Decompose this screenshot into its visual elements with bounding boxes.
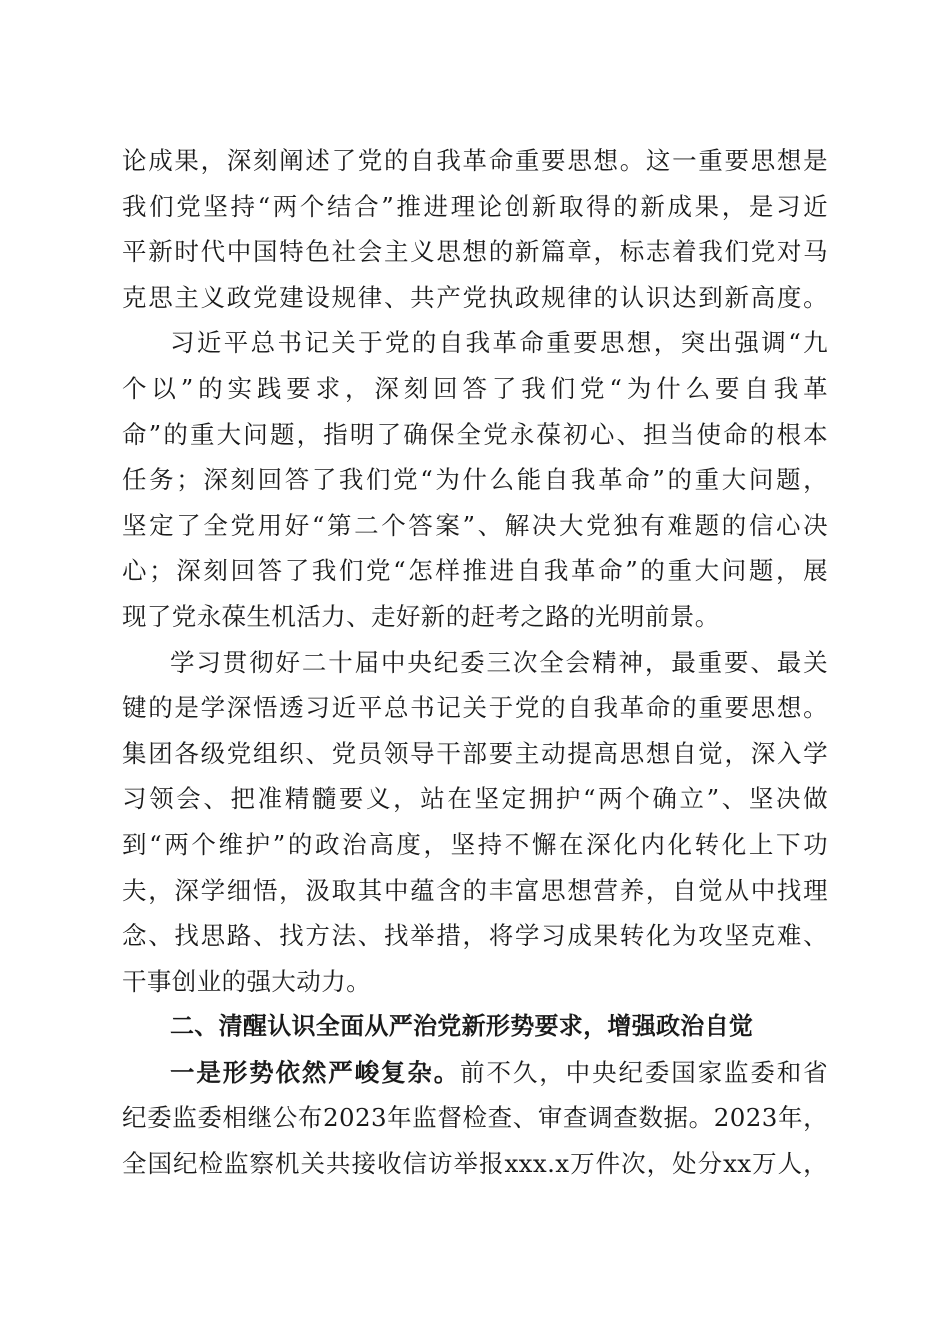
paragraph-3 (122, 640, 828, 1005)
text-line: 心；深刻回答了我们党“怎样推进自我革命”的重大问题，展 (122, 556, 828, 586)
paragraph-1 (122, 138, 828, 320)
document-page (122, 138, 828, 1187)
text-line: 键的是学深悟透习近平总书记关于党的自我革命的重要思想。 (122, 693, 828, 723)
paragraph-2 (122, 320, 828, 639)
section-heading: 二、清醒认识全面从严治党新形势要求，增强政治自觉 (170, 1012, 754, 1041)
text-line: 纪委监委相继公布2023年监督检查、审查调查数据。2023年， (122, 1103, 828, 1133)
text-line: 克思主义政党建设规律、共产党执政规律的认识达到新高度。 (122, 282, 828, 312)
text-line: 学习贯彻好二十届中央纪委三次全会精神，最重要、最关 (170, 647, 828, 677)
text-line: 现了党永葆生机活力、走好新的赶考之路的光明前景。 (122, 601, 720, 631)
text-line: 念、找思路、找方法、找举措，将学习成果转化为攻坚克难、 (122, 921, 828, 951)
text-line: 集团各级党组织、党员领导干部要主动提高思想自觉，深入学 (122, 738, 828, 768)
text-line: 坚定了全党用好“第二个答案”、解决大党独有难题的信心决 (122, 510, 828, 540)
text-line (122, 1050, 828, 1096)
text-line: 到“两个维护”的政治高度，坚持不懈在深化内化转化上下功 (122, 829, 828, 859)
text-line: 我们党坚持“两个结合”推进理论创新取得的新成果，是习近 (122, 191, 828, 221)
text-line: 夫，深学细悟，汲取其中蕴含的丰富思想营养，自觉从中找理 (122, 875, 828, 905)
text-line: 习领会、把准精髓要义，站在坚定拥护“两个确立”、坚决做 (122, 784, 828, 814)
paragraph-4 (122, 1050, 828, 1187)
text-line: 全国纪检监察机关共接收信访举报xxx.x万件次，处分xx万人， (122, 1149, 828, 1179)
text-line: 干事创业的强大动力。 (122, 966, 371, 996)
bold-lead-text: 一是形势依然严峻复杂。 (170, 1057, 461, 1087)
text-line: 平新时代中国特色社会主义思想的新篇章，标志着我们党对马 (122, 237, 828, 267)
text-line: 个以”的实践要求，深刻回答了我们党“为什么要自我革 (122, 373, 828, 403)
text-line: 习近平总书记关于党的自我革命重要思想，突出强调“九 (170, 328, 828, 358)
text-line: 任务；深刻回答了我们党“为什么能自我革命”的重大问题， (122, 465, 828, 495)
text-line: 命”的重大问题，指明了确保全党永葆初心、担当使命的根本 (122, 419, 828, 449)
text-fragment: 前不久，中央纪委国家监委和省 (460, 1057, 828, 1087)
text-line: 论成果，深刻阐述了党的自我革命重要思想。这一重要思想是 (122, 146, 828, 175)
